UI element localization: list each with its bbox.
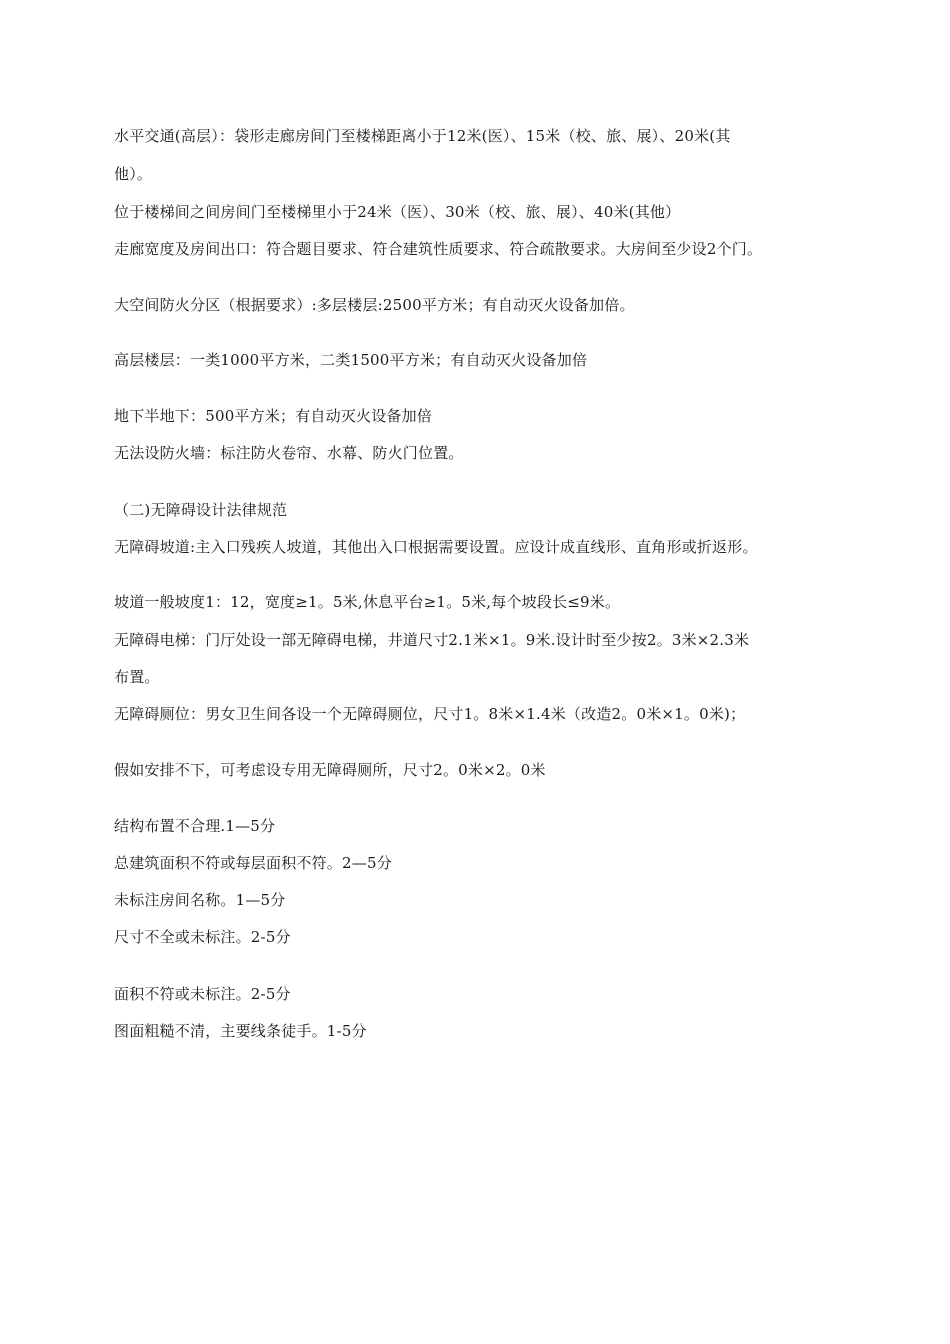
text-line-horizontal-traffic-cont: 他）。 bbox=[114, 165, 153, 183]
text-line-score-area: 总建筑面积不符或每层面积不符。2—5分 bbox=[114, 854, 392, 872]
text-line-score-dimensions: 尺寸不全或未标注。2-5分 bbox=[114, 928, 291, 946]
text-line-no-firewall: 无法设防火墙：标注防火卷帘、水幕、防火门位置。 bbox=[114, 444, 464, 462]
text-line-accessible-toilet: 无障碍厕位：男女卫生间各设一个无障碍厕位，尺寸1。8米×1.4米（改造2。0米×1。0米)； bbox=[114, 705, 746, 723]
section-heading-accessibility: （二)无障碍设计法律规范 bbox=[114, 501, 288, 519]
text-line-between-stairs: 位于楼梯间之间房间门至楼梯里小于24米（医）、30米（校、旅、展）、40米(其他） bbox=[114, 203, 681, 221]
text-line-score-room-names: 未标注房间名称。1—5分 bbox=[114, 891, 286, 909]
text-line-accessible-ramp: 无障碍坡道:主入口残疾人坡道，其他出入口根据需要设置。应设计成直线形、直角形或折返形。 bbox=[114, 538, 758, 556]
text-line-corridor-width: 走廊宽度及房间出口：符合题目要求、符合建筑性质要求、符合疏散要求。大房间至少设2个门。 bbox=[114, 240, 763, 258]
text-line-fire-zone-multistory: 大空间防火分区（根据要求）:多层楼层:2500平方米；有自动灭火设备加倍。 bbox=[114, 296, 635, 314]
text-line-fire-zone-highrise: 高层楼层：一类1000平方米，二类1500平方米；有自动灭火设备加倍 bbox=[114, 351, 588, 369]
text-line-accessible-elevator: 无障碍电梯：门厅处设一部无障碍电梯，井道尺寸2.1米×1。9米.设计时至少按2。3米×2.3米 bbox=[114, 631, 750, 649]
text-line-ramp-slope: 坡道一般坡度1：12，宽度≥1。5米,休息平台≥1。5米,每个坡段长≤9米。 bbox=[114, 593, 621, 611]
text-line-fire-zone-underground: 地下半地下：500平方米；有自动灭火设备加倍 bbox=[114, 407, 433, 425]
text-line-horizontal-traffic: 水平交通(高层）：袋形走廊房间门至楼梯距离小于12米(医）、15米（校、旅、展）、20米(其 bbox=[114, 127, 731, 145]
text-line-dedicated-toilet: 假如安排不下，可考虑设专用无障碍厕所，尺寸2。0米×2。0米 bbox=[114, 761, 546, 779]
text-line-score-drawing-quality: 图面粗糙不清，主要线条徒手。1-5分 bbox=[114, 1022, 367, 1040]
text-line-score-structure: 结构布置不合理.1—5分 bbox=[114, 817, 276, 835]
text-line-accessible-elevator-cont: 布置。 bbox=[114, 668, 160, 686]
text-line-score-area-label: 面积不符或未标注。2-5分 bbox=[114, 985, 291, 1003]
